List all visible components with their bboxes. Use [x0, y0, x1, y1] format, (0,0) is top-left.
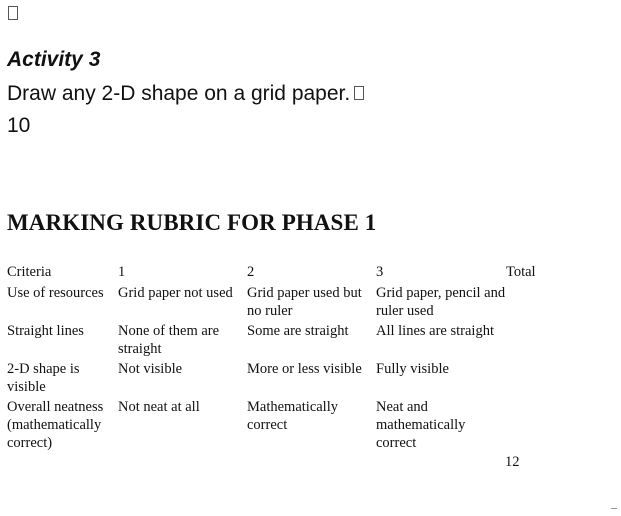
activity-title: Activity 3 — [7, 48, 101, 71]
total-value: 12 — [505, 454, 520, 470]
row-score-1: Not neat at all — [118, 399, 200, 415]
marks-value: 10 — [7, 114, 31, 137]
header-criteria: Criteria — [7, 264, 52, 280]
row-score-3: Neat and mathematically correct — [376, 399, 466, 451]
row-score-2: Mathematically correct — [247, 399, 338, 433]
placeholder-box-icon — [8, 6, 18, 20]
row-score-2: Grid paper used but no ruler — [247, 285, 362, 319]
row-score-1: Not visible — [118, 361, 183, 377]
header-score-3: 3 — [376, 264, 384, 280]
row-criteria: Straight lines — [7, 323, 84, 339]
row-score-3: All lines are straight — [376, 323, 494, 339]
rubric-title: MARKING RUBRIC FOR PHASE 1 — [7, 210, 377, 235]
row-score-3: Grid paper, pencil and ruler used — [376, 285, 506, 319]
row-score-2: More or less visible — [247, 361, 362, 377]
row-score-2: Some are straight — [247, 323, 349, 339]
row-score-3: Fully visible — [376, 361, 449, 377]
instruction-text: Draw any 2-D shape on a grid paper. — [7, 82, 351, 105]
row-criteria: 2-D shape is visible — [7, 361, 80, 395]
header-score-1: 1 — [118, 264, 126, 280]
row-score-1: None of them are straight — [118, 323, 220, 357]
row-criteria: Use of resources — [7, 285, 104, 301]
placeholder-box-icon — [354, 86, 364, 100]
edge-divider — [611, 508, 617, 509]
header-total: Total — [506, 264, 536, 280]
row-criteria: Overall neatness (mathematically correct) — [7, 399, 104, 451]
instruction-line — [7, 82, 364, 106]
header-score-2: 2 — [247, 264, 255, 280]
row-score-1: Grid paper not used — [118, 285, 233, 301]
